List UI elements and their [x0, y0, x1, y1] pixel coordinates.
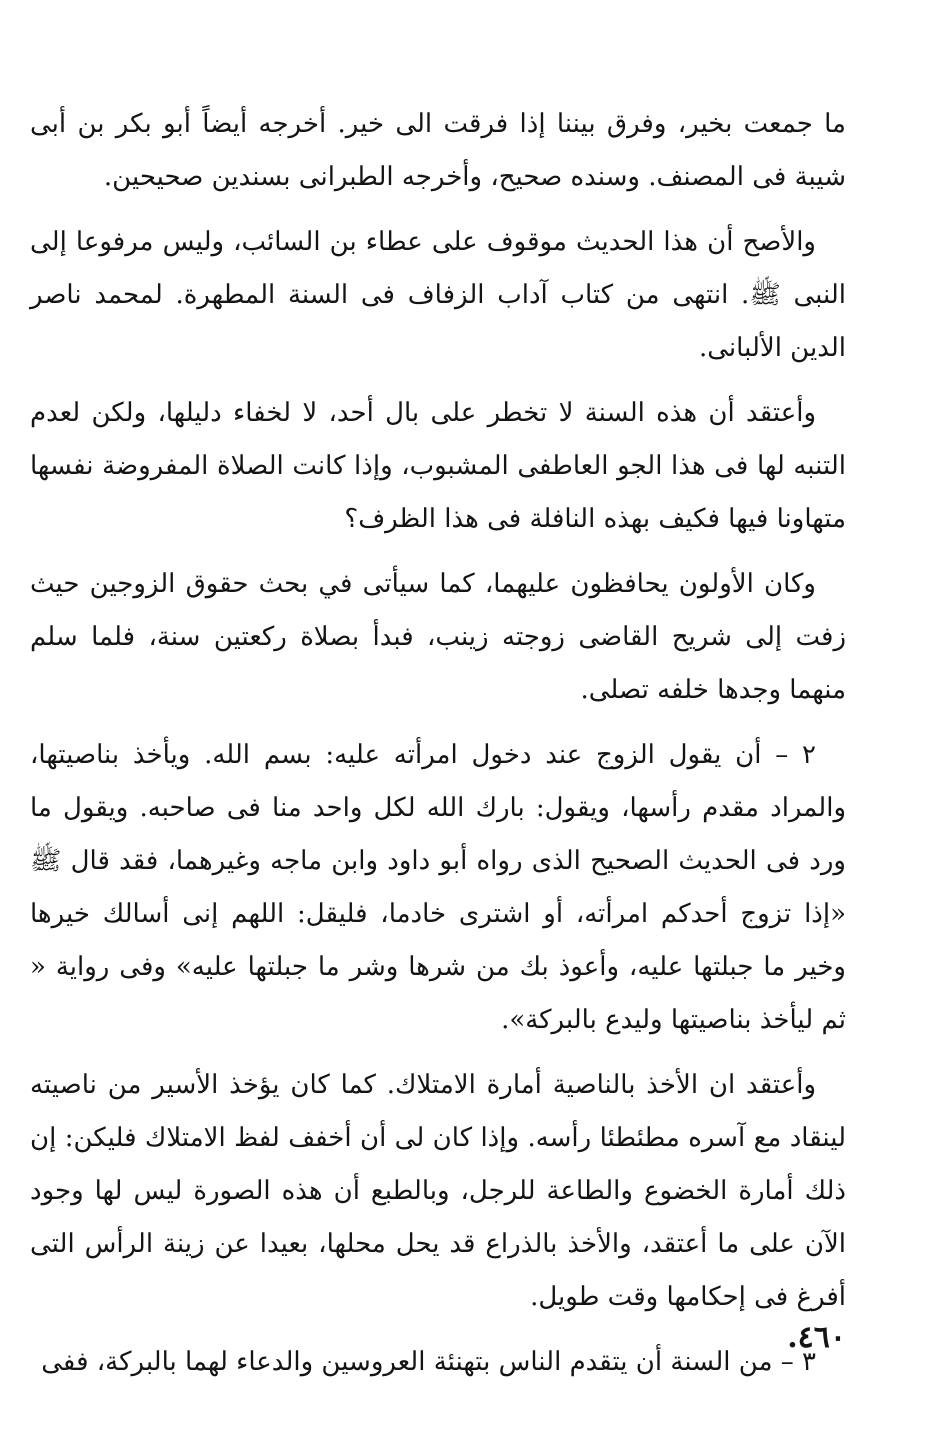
paragraph-3: وأعتقد أن هذه السنة لا تخطر على بال أحد، لا لخفاء دليلها، ولكن لعدم التنبه لها فى هذا الجو العاطفى المشبوب، وإذا كانت الصلاة المفروضة نفسها متهاونا فيها فكيف بهذه النافلة فى هذا الظرف؟: [30, 398, 846, 534]
paragraph-2: والأصح أن هذا الحديث موقوف على عطاء بن السائب، وليس مرفوعا إلى النبى ﷺ. انتهى من كتاب آداب الزفاف فى السنة المطهرة. لمحمد ناصر الدين الألبانى.: [30, 227, 846, 363]
paragraph-6: وأعتقد ان الأخذ بالناصية أمارة الامتلاك. كما كان يؤخذ الأسير من ناصيته لينقاد مع آسره مطئطئا رأسه. وإذا كان لى أن أخفف لفظ الامتلاك فليكن: إن ذلك أمارة الخضوع والطاعة للرجل، وبالطبع أن هذه الصورة ليس لها وجود الآن على ما أعتقد، والأخذ بالذراع قد يحل محلها، بعيدا عن زينة الرأس التى أفرغ فى إحكامها وقت طويل.: [30, 1070, 846, 1312]
paragraph-7: ٣ – من السنة أن يتقدم الناس بتهنئة العروسين والدعاء لهما بالبركة، ففى: [41, 1347, 816, 1377]
paragraph-1: ما جمعت بخير، وفرق بيننا إذا فرقت الى خير. أخرجه أيضاً أبو بكر بن أبى شيبة فى المصنف. وسنده صحيح، وأخرجه الطبرانى بسندين صحيحين.: [30, 109, 846, 192]
paragraph-4: وكان الأولون يحافظون عليهما، كما سيأتى في بحث حقوق الزوجين حيث زفت إلى شريح القاضى زوجته زينب، فبدأ بصلاة ركعتين سنة، فلما سلم منهما وجدها خلفه تصلى.: [30, 569, 846, 705]
page-number: ٤٦٠.: [787, 1320, 846, 1355]
paragraph-5: ٢ – أن يقول الزوج عند دخول امرأته عليه: بسم الله. ويأخذ بناصيتها، والمراد مقدم رأسها، ويقول: بارك الله لكل واحد منا فى صاحبه. ويقول ما ورد فى الحديث الصحيح الذى رواه أبو داود وابن ماجه وغيرهما، فقد قال ﷺ «إذا تزوج أحدكم امرأته، أو اشترى خادما، فليقل: اللهم إنى أسالك خيرها وخير ما جبلتها عليه، وأعوذ بك من شرها وشر ما جبلتها عليه» وفى رواية « ثم ليأخذ بناصيتها وليدع بالبركة».: [30, 740, 846, 1035]
body-text: [30, 98, 846, 1401]
